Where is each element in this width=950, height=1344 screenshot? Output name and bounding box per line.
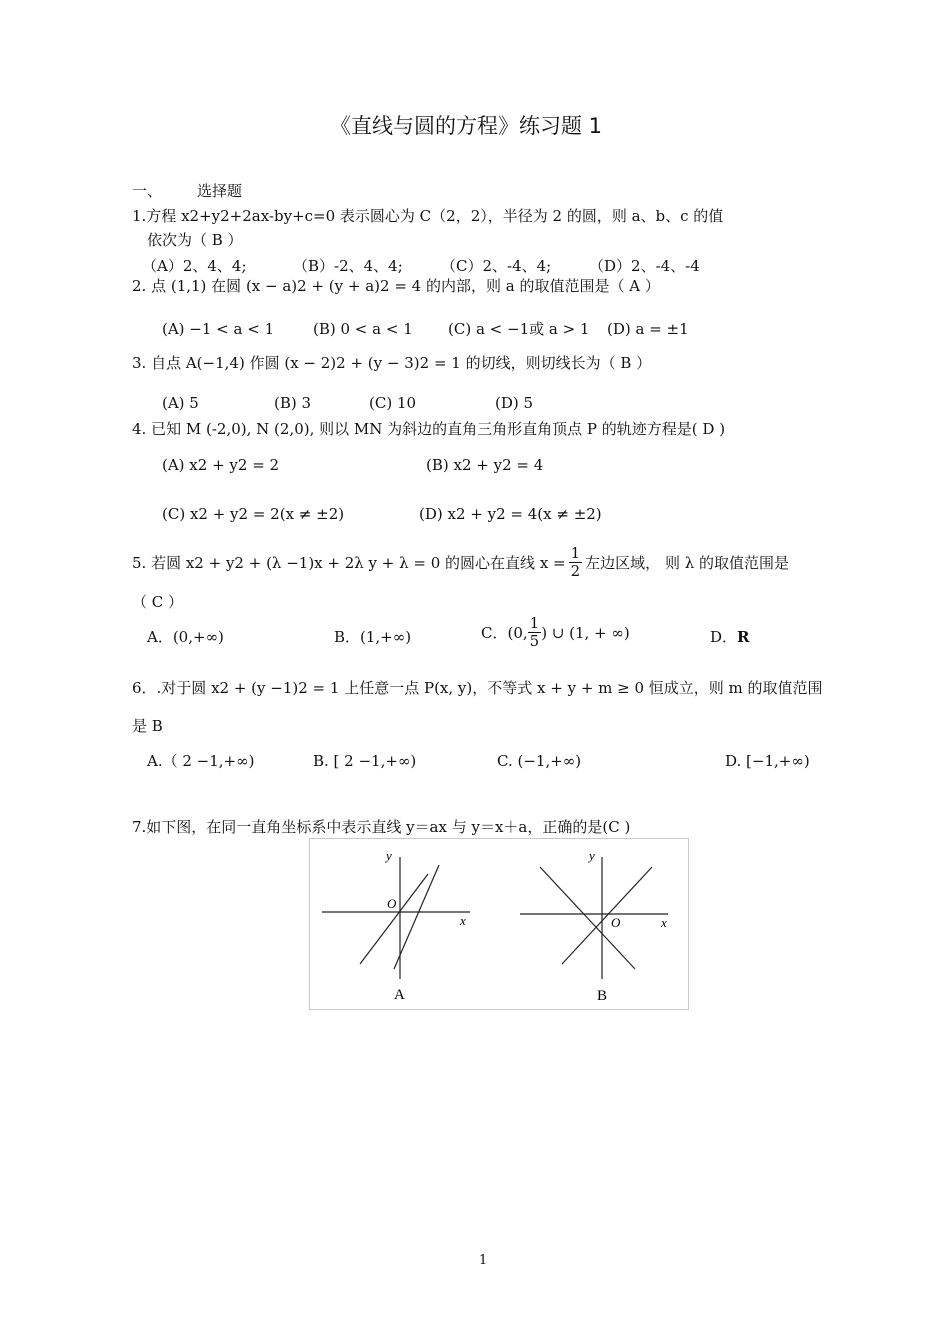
q4-option-c: (C) x2 + y2 = 2(x ≠ ±2)	[162, 505, 345, 523]
q1-stem: 1.方程 x2+y2+2ax-by+c=0 表示圆心为 C（2，2），半径为 2 的圆，则 a、b、c 的值	[132, 207, 724, 225]
q5-option-b: B．(1,+∞)	[334, 628, 412, 646]
q2-option-b: (B) 0 < a < 1	[313, 320, 413, 338]
graph-b	[520, 848, 668, 1004]
q3-option-a: (A) 5	[162, 394, 199, 412]
q5-option-d-value: R	[737, 628, 750, 646]
q1-option-d: （D）2、-4、-4	[589, 257, 700, 275]
q1-option-c: （C）2、-4、4;	[441, 257, 552, 275]
q6-option-b: B. [ 2 −1,+∞)	[313, 752, 417, 770]
q4-option-b: (B) x2 + y2 = 4	[426, 456, 544, 474]
q5-option-c-fraction	[528, 615, 542, 650]
q5-option-c-denominator: 5	[529, 632, 540, 650]
q5-stem-part2: 左边区域， 则 λ 的取值范围是	[585, 553, 789, 572]
q1-option-b: （B）-2、4、4;	[293, 257, 403, 275]
q7-figure	[309, 838, 689, 1010]
q5-option-c-numerator: 1	[529, 614, 540, 632]
q7-stem: 7.如下图，在同一直角坐标系中表示直线 y＝ax 与 y＝x＋a，正确的是(C )	[132, 818, 631, 836]
q3-option-d: (D) 5	[495, 394, 534, 412]
q1-stem-line2: 依次为（ B ）	[147, 231, 243, 249]
q5-fraction-denominator: 2	[570, 562, 581, 580]
q6-option-d: D. [−1,+∞)	[725, 752, 810, 770]
q6-option-c: C. (−1,+∞)	[497, 752, 582, 770]
q5-option-c	[481, 615, 630, 650]
q5-stem	[132, 545, 789, 580]
q5-fraction	[569, 545, 583, 580]
q5-fraction-numerator: 1	[570, 544, 581, 562]
q5-stem-part1: 5. 若圆 x2 + y2 + (λ −1)x + 2λ y + λ = 0 的圆心在直线 x =	[132, 553, 566, 572]
q2-option-c: (C) a < −1或 a > 1	[448, 320, 590, 338]
graph-a-origin-label: O	[387, 896, 397, 911]
graph-b-y-label: y	[589, 848, 595, 863]
q7-graphs	[310, 839, 688, 1009]
q6-stem-line2: 是 B	[132, 717, 163, 735]
q5-option-d	[710, 627, 750, 647]
graph-b-line-1	[540, 867, 635, 969]
graph-a-caption: A	[394, 987, 405, 1003]
graph-a-x-label: x	[460, 913, 466, 928]
graph-a-line-1	[360, 874, 428, 964]
q6-option-a: A.（ 2 −1,+∞)	[147, 752, 255, 770]
graph-b-origin-label: O	[611, 915, 621, 930]
page-title: 《直线与圆的方程》练习题 1	[330, 114, 603, 138]
q2-option-a: (A) −1 < a < 1	[162, 320, 275, 338]
section-label: 选择题	[197, 182, 243, 200]
section-number: 一、	[132, 182, 163, 200]
graph-a	[322, 848, 470, 1003]
q3-option-c: (C) 10	[369, 394, 417, 412]
graph-b-caption: B	[597, 988, 608, 1004]
page-number: 1	[479, 1253, 488, 1268]
q5-option-c-pre: C．(0,	[481, 623, 528, 642]
graph-b-x-label: x	[661, 915, 667, 930]
q4-option-a: (A) x2 + y2 = 2	[162, 456, 280, 474]
q1-option-a: （A）2、4、4;	[142, 257, 247, 275]
graph-b-line-2	[562, 867, 652, 964]
graph-a-y-label: y	[386, 848, 392, 863]
q2-stem: 2. 点 (1,1) 在圆 (x − a)2 + (y + a)2 = 4 的内部，则 a 的取值范围是（ A ）	[132, 277, 660, 295]
q3-stem: 3. 自点 A(−1,4) 作圆 (x − 2)2 + (y − 3)2 = 1 的切线，则切线长为（ B ）	[132, 354, 652, 372]
q3-option-b: (B) 3	[274, 394, 312, 412]
q5-option-a: A．(0,+∞)	[147, 628, 224, 646]
q4-option-d: (D) x2 + y2 = 4(x ≠ ±2)	[419, 505, 602, 523]
q5-option-c-post: ) ∪ (1, + ∞)	[541, 623, 630, 642]
q4-stem: 4. 已知 M (-2,0), N (2,0), 则以 MN 为斜边的直角三角形直角顶点 P 的轨迹方程是( D )	[132, 420, 726, 438]
q6-stem: 6．.对于圆 x2 + (y −1)2 = 1 上任意一点 P(x, y)，不等式 x + y + m ≥ 0 恒成立，则 m 的取值范围	[132, 679, 823, 697]
q5-option-d-prefix: D．	[710, 628, 738, 646]
q2-option-d: (D) a = ±1	[607, 320, 689, 338]
q5-stem-line2: （ C ）	[132, 593, 184, 611]
graph-a-line-2	[394, 865, 439, 969]
